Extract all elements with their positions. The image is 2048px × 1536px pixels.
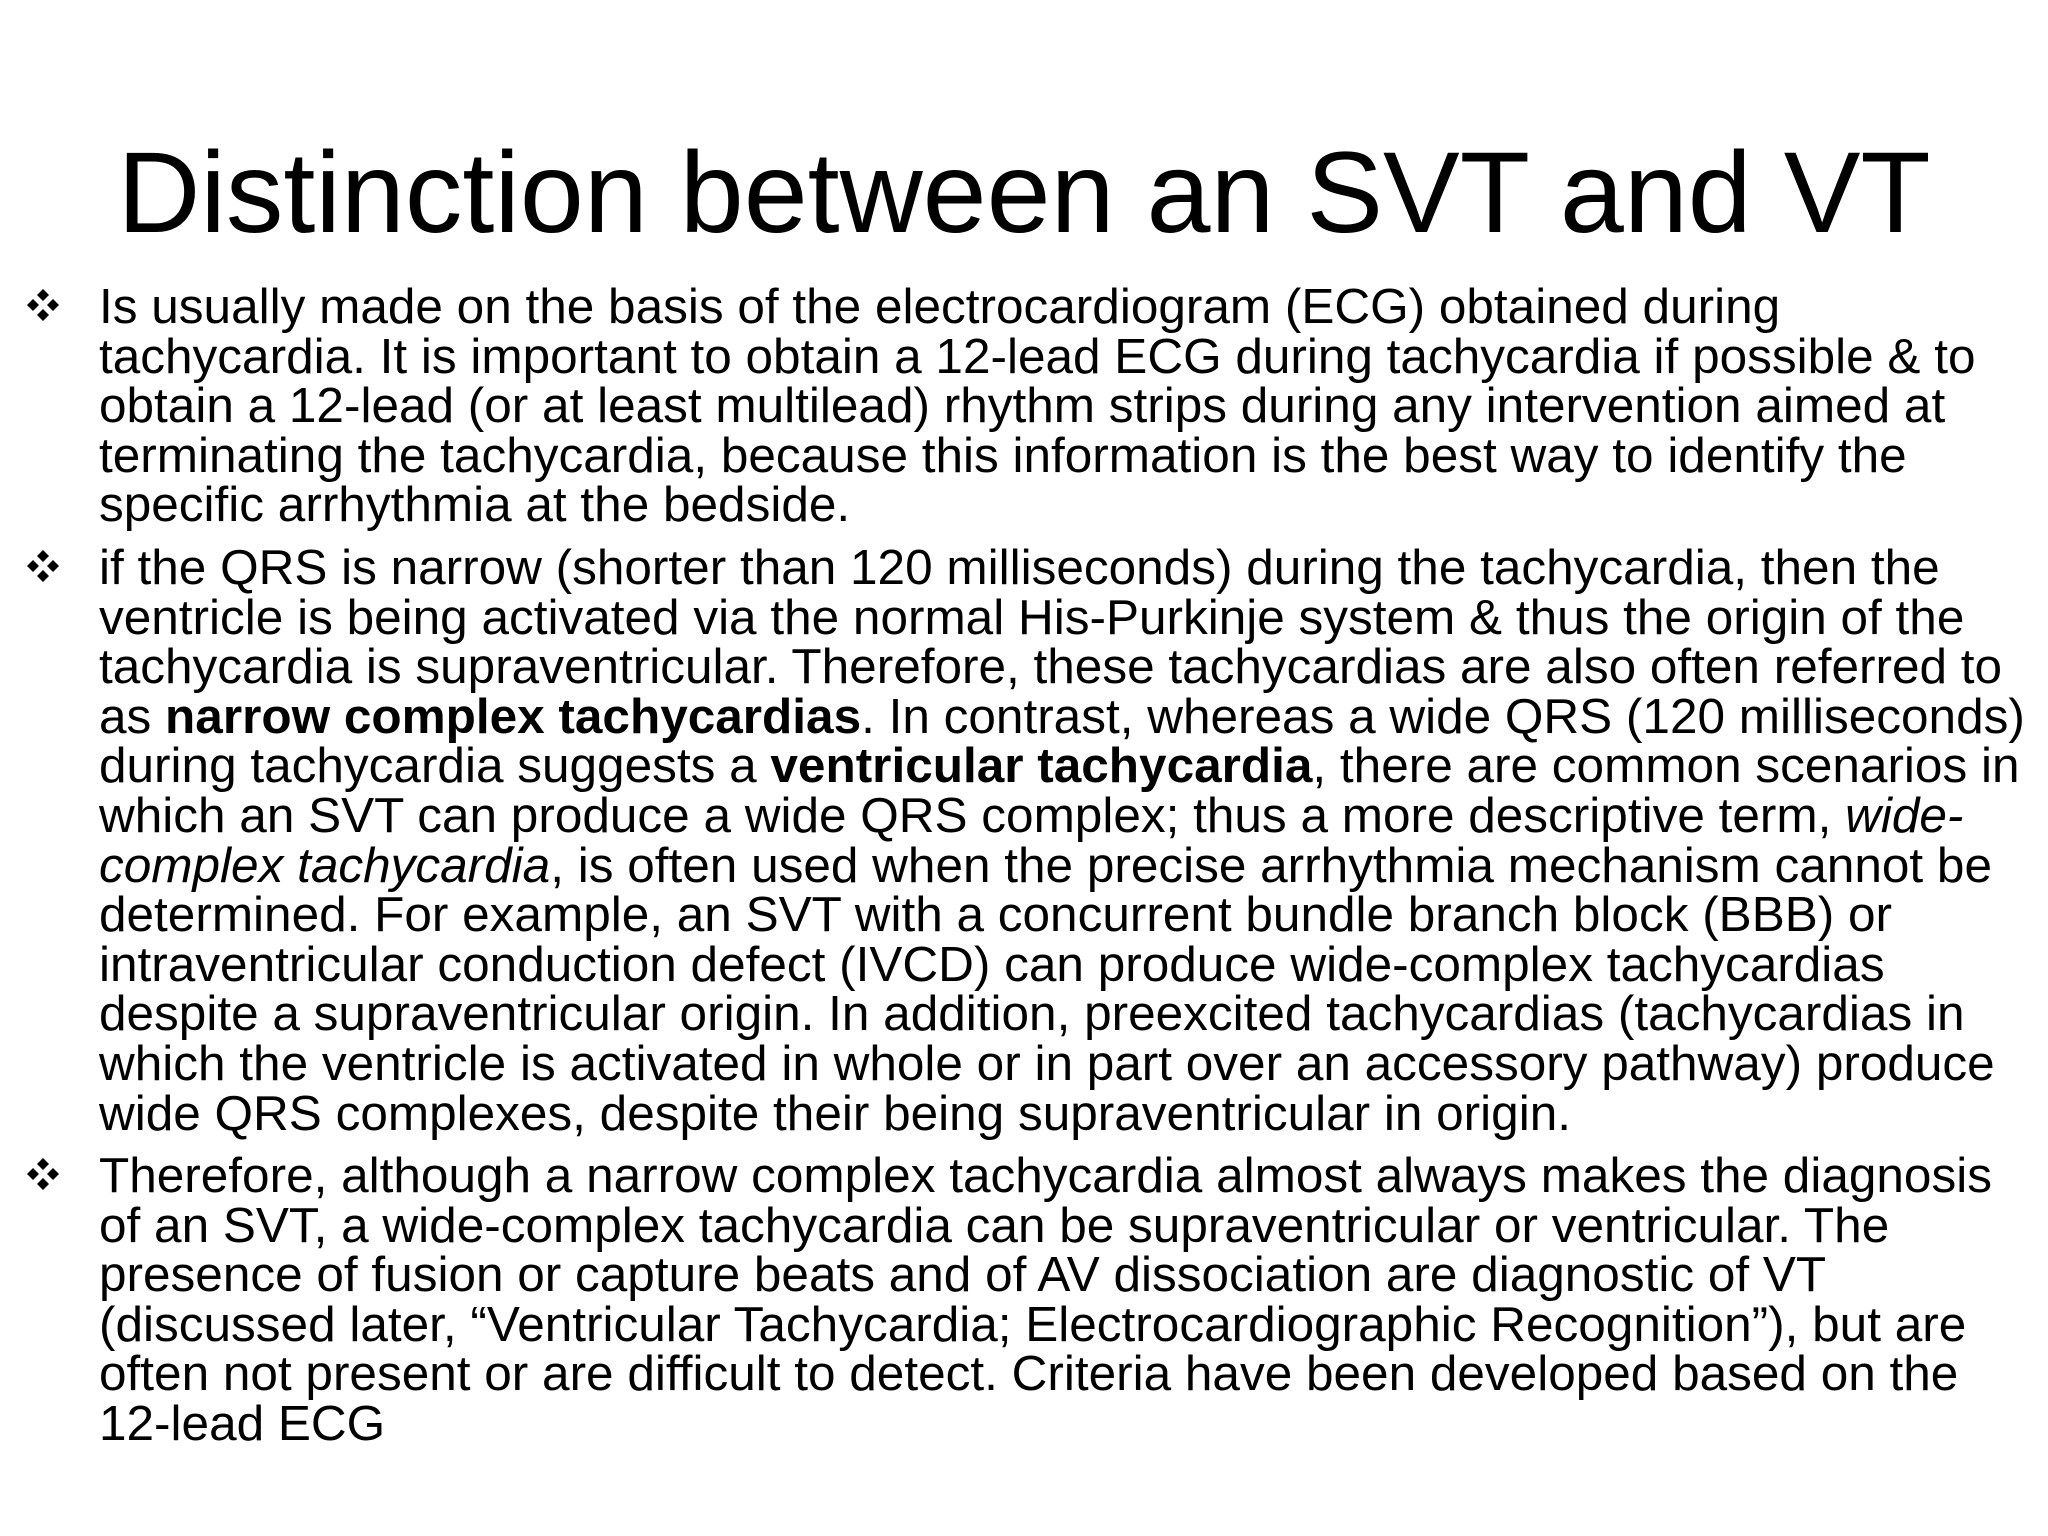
diamond-four-petal-bullet-icon — [26, 288, 60, 322]
bullet-item-3 — [0, 1148, 2048, 1452]
diamond-four-petal-bullet-icon — [26, 549, 60, 583]
narrow-complex-term: narrow complex tachycardias — [165, 688, 862, 744]
bullet-2-segment-2: . In contrast, whereas a wide QRS (120 milliseconds) during tachycardia suggests a — [99, 688, 2025, 794]
bullet-2-segment-1: if the QRS is narrow (shorter than 120 milliseconds) during the tachycardia, then the ventricle is being activated via the normal His-Purkinje system & thus the origin of the tachycardia is supraventricular. Therefore, these tachycardias are also often referred to as — [99, 539, 2003, 744]
bullet-text-2 — [99, 539, 2036, 1141]
slide-title: Distinction between an SVT and VT — [117, 129, 1931, 257]
bullet-item-1 — [0, 279, 2048, 533]
bullet-2-segment-3: , there are common scenarios in which an SVT can produce a wide QRS complex; thus a more descriptive term, — [99, 738, 2020, 843]
ventricular-tachycardia-term: ventricular tachycardia — [770, 738, 1313, 794]
bullet-text-1: Is usually made on the basis of the electrocardiogram (ECG) obtained during tachycardia. It is important to obtain a 12-lead ECG during tachycardia if possible & to obtain a 12-lead (or at least multilead) rhythm strips during any intervention aimed at terminating the tachycardia, because this information is the best way to identify the specific arrhythmia at the bedside. — [99, 279, 1976, 533]
diamond-four-petal-bullet-icon — [26, 1157, 60, 1191]
bullet-text-3: Therefore, although a narrow complex tachycardia almost always makes the diagnosis of an SVT, a wide-complex tachycardia can be supraventricular or ventricular. The presence of fusion or capture beats and of AV dissociation are diagnostic of VT (discussed later, “Ventricular Tachycardia; Electrocardiographic Recognition”), but are often not present or are difficult to detect. Criteria have been developed based on the 12-lead ECG — [99, 1148, 1992, 1452]
bullet-2-segment-4: , is often used when the precise arrhythmia mechanism cannot be determined. For example, an SVT with a concurrent bundle branch block (BBB) or intraventricular conduction defect (IVCD) can produce wide-complex tachycardias despite a supraventricular origin. In addition, preexcited tachycardias (tachycardias in which the ventricle is activated in whole or in part over an accessory pathway) produce wide QRS complexes, despite their being supraventricular in origin. — [99, 837, 1995, 1141]
wide-complex-term: wide-complex tachycardia — [99, 787, 1964, 893]
bullet-item-2 — [0, 539, 2048, 1141]
bullet-list — [0, 279, 2048, 1462]
